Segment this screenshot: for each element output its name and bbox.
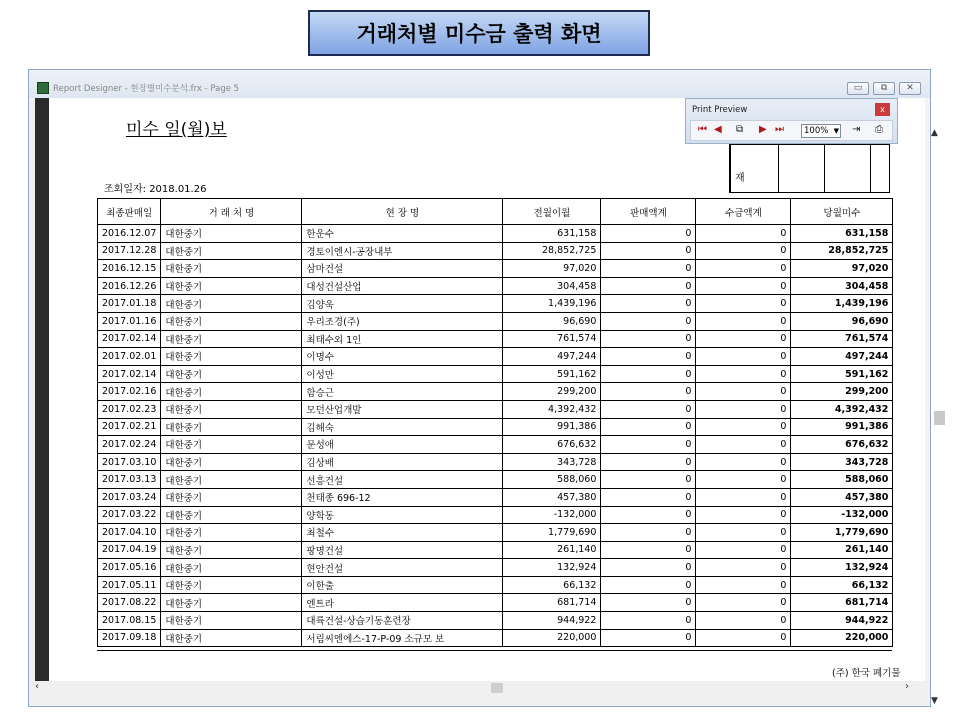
table-cell: 대한중기: [161, 541, 302, 559]
table-cell: 대한중기: [161, 576, 302, 594]
table-cell: 대한중기: [161, 330, 302, 348]
table-cell: 0: [696, 506, 791, 524]
table-cell: 2017.09.18: [98, 629, 161, 647]
table-cell: 대륙건설-상습기동훈련장: [302, 612, 503, 630]
zoom-select[interactable]: [801, 124, 841, 138]
table-cell: 0: [601, 312, 696, 330]
table-cell: 대한중기: [161, 383, 302, 401]
table-cell: 497,244: [791, 348, 893, 366]
table-cell: 220,000: [791, 629, 893, 647]
query-date: 조회일자: 2018.01.26: [104, 184, 207, 195]
table-cell: 0: [601, 295, 696, 313]
table-cell: 0: [601, 576, 696, 594]
table-row: [98, 400, 893, 418]
table-cell: 261,140: [503, 541, 601, 559]
column-header: 전월이월: [503, 199, 601, 225]
table-cell: 0: [601, 541, 696, 559]
table-cell: 2017.02.23: [98, 400, 161, 418]
table-cell: -132,000: [503, 506, 601, 524]
table-cell: 천태종 696-12: [302, 488, 503, 506]
table-cell: 0: [696, 436, 791, 454]
table-cell: 현안건설: [302, 559, 503, 577]
table-cell: 2017.03.13: [98, 471, 161, 489]
table-cell: 김해숙: [302, 418, 503, 436]
table-cell: 0: [601, 260, 696, 278]
chevron-down-icon: ▼: [833, 127, 839, 135]
table-cell: 0: [601, 365, 696, 383]
table-cell: 대한중기: [161, 365, 302, 383]
table-cell: 2017.02.14: [98, 330, 161, 348]
table-row: [98, 453, 893, 471]
column-header: 당월미수: [791, 199, 893, 225]
table-cell: 대한중기: [161, 594, 302, 612]
table-row: [98, 295, 893, 313]
table-cell: 97,020: [791, 260, 893, 278]
table-cell: 팡명건설: [302, 541, 503, 559]
table-cell: 1,439,196: [503, 295, 601, 313]
table-bottom-rule: [97, 650, 892, 651]
table-row: [98, 471, 893, 489]
table-cell: 944,922: [791, 612, 893, 630]
table-cell: 681,714: [503, 594, 601, 612]
table-cell: 대한중기: [161, 242, 302, 260]
table-row: [98, 629, 893, 647]
table-cell: 대한중기: [161, 524, 302, 542]
report-designer-window: [28, 69, 938, 707]
table-cell: 1,779,690: [503, 524, 601, 542]
company-name: (주) 한국 폐기물: [832, 668, 901, 679]
table-cell: 서림씨엔에스-17-P-09 소규모 보: [302, 629, 503, 647]
table-cell: 한운수: [302, 225, 503, 243]
scroll-left-icon[interactable]: ‹: [35, 681, 39, 692]
column-header: 판매액계: [601, 199, 696, 225]
table-cell: 2017.02.21: [98, 418, 161, 436]
table-cell: 대한중기: [161, 225, 302, 243]
table-cell: 대한중기: [161, 506, 302, 524]
table-cell: 97,020: [503, 260, 601, 278]
minimize-button[interactable]: ▭: [847, 82, 869, 95]
table-cell: 2016.12.15: [98, 260, 161, 278]
table-row: [98, 436, 893, 454]
table-cell: 0: [696, 524, 791, 542]
table-cell: 0: [601, 418, 696, 436]
table-cell: 대한중기: [161, 295, 302, 313]
table-cell: 0: [601, 436, 696, 454]
print-preview-toolbar: [685, 98, 898, 144]
table-cell: 2017.02.24: [98, 436, 161, 454]
table-cell: 0: [601, 453, 696, 471]
table-cell: 2017.02.01: [98, 348, 161, 366]
table-cell: 631,158: [791, 225, 893, 243]
table-cell: 761,574: [503, 330, 601, 348]
table-row: [98, 365, 893, 383]
table-cell: 엔트라: [302, 594, 503, 612]
table-cell: 1,439,196: [791, 295, 893, 313]
table-row: [98, 488, 893, 506]
vertical-scrollbar[interactable]: [925, 98, 930, 681]
banner-title: 거래처별 미수금 출력 화면: [308, 10, 650, 56]
scroll-down-icon[interactable]: ▼: [931, 696, 938, 706]
vertical-scroll-thumb[interactable]: [934, 411, 945, 425]
table-cell: 0: [601, 400, 696, 418]
table-cell: 0: [601, 594, 696, 612]
table-cell: 0: [601, 524, 696, 542]
table-cell: 0: [601, 559, 696, 577]
table-row: [98, 225, 893, 243]
table-cell: 2017.01.16: [98, 312, 161, 330]
table-cell: 304,458: [791, 277, 893, 295]
table-cell: 0: [601, 330, 696, 348]
table-cell: 588,060: [791, 471, 893, 489]
table-cell: 0: [601, 383, 696, 401]
table-cell: 2017.01.18: [98, 295, 161, 313]
table-cell: 2017.12.28: [98, 242, 161, 260]
table-cell: 모던산업개발: [302, 400, 503, 418]
table-cell: 0: [696, 594, 791, 612]
print-preview-close-button[interactable]: x: [875, 103, 890, 116]
table-cell: 676,632: [503, 436, 601, 454]
table-cell: 0: [696, 576, 791, 594]
table-cell: 이한출: [302, 576, 503, 594]
table-cell: 28,852,725: [503, 242, 601, 260]
table-cell: 최태수외 1인: [302, 330, 503, 348]
table-cell: 96,690: [791, 312, 893, 330]
table-row: [98, 330, 893, 348]
table-cell: 343,728: [791, 453, 893, 471]
table-cell: 991,386: [503, 418, 601, 436]
table-cell: 0: [696, 629, 791, 647]
close-button[interactable]: ✕: [899, 82, 921, 95]
table-cell: 132,924: [791, 559, 893, 577]
table-cell: 0: [696, 418, 791, 436]
table-cell: 681,714: [791, 594, 893, 612]
table-cell: 0: [601, 471, 696, 489]
table-cell: 343,728: [503, 453, 601, 471]
table-cell: 0: [601, 225, 696, 243]
next-page-icon[interactable]: ▶: [759, 124, 767, 135]
table-cell: 0: [696, 312, 791, 330]
table-cell: 2016.12.07: [98, 225, 161, 243]
table-cell: 2017.03.22: [98, 506, 161, 524]
table-cell: 2016.12.26: [98, 277, 161, 295]
column-header: 최종판매일: [98, 199, 161, 225]
print-icon[interactable]: ⎙: [875, 124, 883, 135]
scroll-right-icon[interactable]: ›: [905, 681, 909, 692]
table-cell: 4,392,432: [791, 400, 893, 418]
table-header-row: [98, 199, 893, 225]
table-cell: 1,779,690: [791, 524, 893, 542]
table-cell: 이명수: [302, 348, 503, 366]
table-cell: 최철수: [302, 524, 503, 542]
table-cell: 220,000: [503, 629, 601, 647]
table-cell: 김상배: [302, 453, 503, 471]
restore-button[interactable]: ⧉: [873, 82, 895, 95]
table-cell: 경토이엔시-공장내부: [302, 242, 503, 260]
table-cell: 김양욱: [302, 295, 503, 313]
previous-page-icon[interactable]: ◀: [714, 124, 722, 135]
table-cell: 0: [601, 612, 696, 630]
table-cell: 0: [696, 330, 791, 348]
table-cell: 0: [696, 260, 791, 278]
table-cell: 양학동: [302, 506, 503, 524]
table-cell: 대한중기: [161, 400, 302, 418]
table-cell: 삼마건설: [302, 260, 503, 278]
table-cell: 함승근: [302, 383, 503, 401]
table-cell: 588,060: [503, 471, 601, 489]
table-cell: 0: [696, 453, 791, 471]
table-cell: 0: [696, 383, 791, 401]
table-cell: 0: [696, 225, 791, 243]
table-cell: 457,380: [503, 488, 601, 506]
column-header: 현 장 명: [302, 199, 503, 225]
table-cell: 2017.08.15: [98, 612, 161, 630]
table-body: [98, 225, 893, 647]
table-cell: 우리조경(주): [302, 312, 503, 330]
table-cell: 591,162: [503, 365, 601, 383]
table-row: [98, 541, 893, 559]
horizontal-scroll-thumb[interactable]: [491, 683, 503, 693]
horizontal-scrollbar[interactable]: [29, 681, 930, 695]
table-cell: 2017.05.11: [98, 576, 161, 594]
table-cell: 0: [696, 295, 791, 313]
table-cell: 28,852,725: [791, 242, 893, 260]
table-cell: 0: [696, 541, 791, 559]
table-cell: 0: [601, 488, 696, 506]
table-cell: 132,924: [503, 559, 601, 577]
table-cell: 304,458: [503, 277, 601, 295]
table-cell: 0: [696, 559, 791, 577]
app-icon: [37, 82, 49, 94]
table-cell: 대한중기: [161, 488, 302, 506]
table-cell: 대한중기: [161, 312, 302, 330]
table-cell: 대한중기: [161, 471, 302, 489]
table-cell: 0: [696, 471, 791, 489]
table-cell: 4,392,432: [503, 400, 601, 418]
table-cell: 0: [696, 348, 791, 366]
table-cell: 0: [696, 277, 791, 295]
table-cell: 선흥건설: [302, 471, 503, 489]
table-cell: 2017.05.16: [98, 559, 161, 577]
table-cell: 2017.04.19: [98, 541, 161, 559]
preview-button-bar: [690, 120, 893, 141]
export-icon[interactable]: ⇥: [852, 124, 861, 135]
table-cell: 대한중기: [161, 277, 302, 295]
table-cell: 0: [601, 629, 696, 647]
approval-label: 재: [735, 173, 745, 184]
table-cell: 대한중기: [161, 453, 302, 471]
table-cell: 0: [696, 488, 791, 506]
table-row: [98, 506, 893, 524]
table-cell: 대한중기: [161, 348, 302, 366]
report-page: [49, 98, 938, 706]
table-cell: 991,386: [791, 418, 893, 436]
table-row: [98, 242, 893, 260]
last-page-icon[interactable]: ⏭: [775, 124, 784, 135]
column-header: 거 래 처 명: [161, 199, 302, 225]
table-cell: 대한중기: [161, 260, 302, 278]
table-cell: 문성애: [302, 436, 503, 454]
table-row: [98, 277, 893, 295]
table-cell: 대성건설산업: [302, 277, 503, 295]
table-cell: 261,140: [791, 541, 893, 559]
table-cell: 0: [696, 242, 791, 260]
table-cell: 2017.04.10: [98, 524, 161, 542]
table-cell: 0: [601, 277, 696, 295]
report-title: 미수 일(월)보: [126, 120, 227, 140]
table-cell: 2017.02.14: [98, 365, 161, 383]
first-page-icon[interactable]: ⏮: [698, 124, 707, 135]
table-cell: 대한중기: [161, 612, 302, 630]
table-cell: 이성만: [302, 365, 503, 383]
table-cell: 0: [601, 348, 696, 366]
table-cell: 299,200: [791, 383, 893, 401]
table-cell: 497,244: [503, 348, 601, 366]
table-row: [98, 260, 893, 278]
table-cell: 2017.03.24: [98, 488, 161, 506]
table-row: [98, 559, 893, 577]
zoom-value: 100%: [804, 126, 829, 136]
table-cell: 대한중기: [161, 436, 302, 454]
table-cell: 0: [696, 612, 791, 630]
table-cell: 591,162: [791, 365, 893, 383]
window-title: Report Designer - 현장별미수분석.frx - Page 5: [53, 84, 240, 94]
table-cell: 0: [696, 365, 791, 383]
table-cell: 96,690: [503, 312, 601, 330]
table-row: [98, 576, 893, 594]
table-cell: 761,574: [791, 330, 893, 348]
scroll-up-icon[interactable]: ▲: [931, 128, 938, 138]
table-cell: 0: [601, 506, 696, 524]
window-titlebar[interactable]: [29, 70, 930, 98]
table-cell: 2017.02.16: [98, 383, 161, 401]
table-cell: 944,922: [503, 612, 601, 630]
table-row: [98, 348, 893, 366]
receivables-table: [97, 198, 893, 647]
column-header: 수금액계: [696, 199, 791, 225]
table-row: [98, 418, 893, 436]
table-cell: 457,380: [791, 488, 893, 506]
table-cell: 0: [696, 400, 791, 418]
copy-icon[interactable]: ⧉: [736, 124, 744, 135]
table-cell: -132,000: [791, 506, 893, 524]
table-row: [98, 312, 893, 330]
table-cell: 대한중기: [161, 418, 302, 436]
table-row: [98, 383, 893, 401]
table-cell: 대한중기: [161, 629, 302, 647]
table-cell: 66,132: [791, 576, 893, 594]
table-cell: 2017.03.10: [98, 453, 161, 471]
table-cell: 2017.08.22: [98, 594, 161, 612]
table-row: [98, 524, 893, 542]
table-cell: 299,200: [503, 383, 601, 401]
page-gutter: [35, 98, 49, 681]
table-cell: 66,132: [503, 576, 601, 594]
table-cell: 676,632: [791, 436, 893, 454]
print-preview-title: Print Preview: [692, 105, 748, 115]
table-cell: 대한중기: [161, 559, 302, 577]
approval-box: [729, 144, 890, 193]
table-cell: 0: [601, 242, 696, 260]
table-row: [98, 612, 893, 630]
table-cell: 631,158: [503, 225, 601, 243]
table-row: [98, 594, 893, 612]
